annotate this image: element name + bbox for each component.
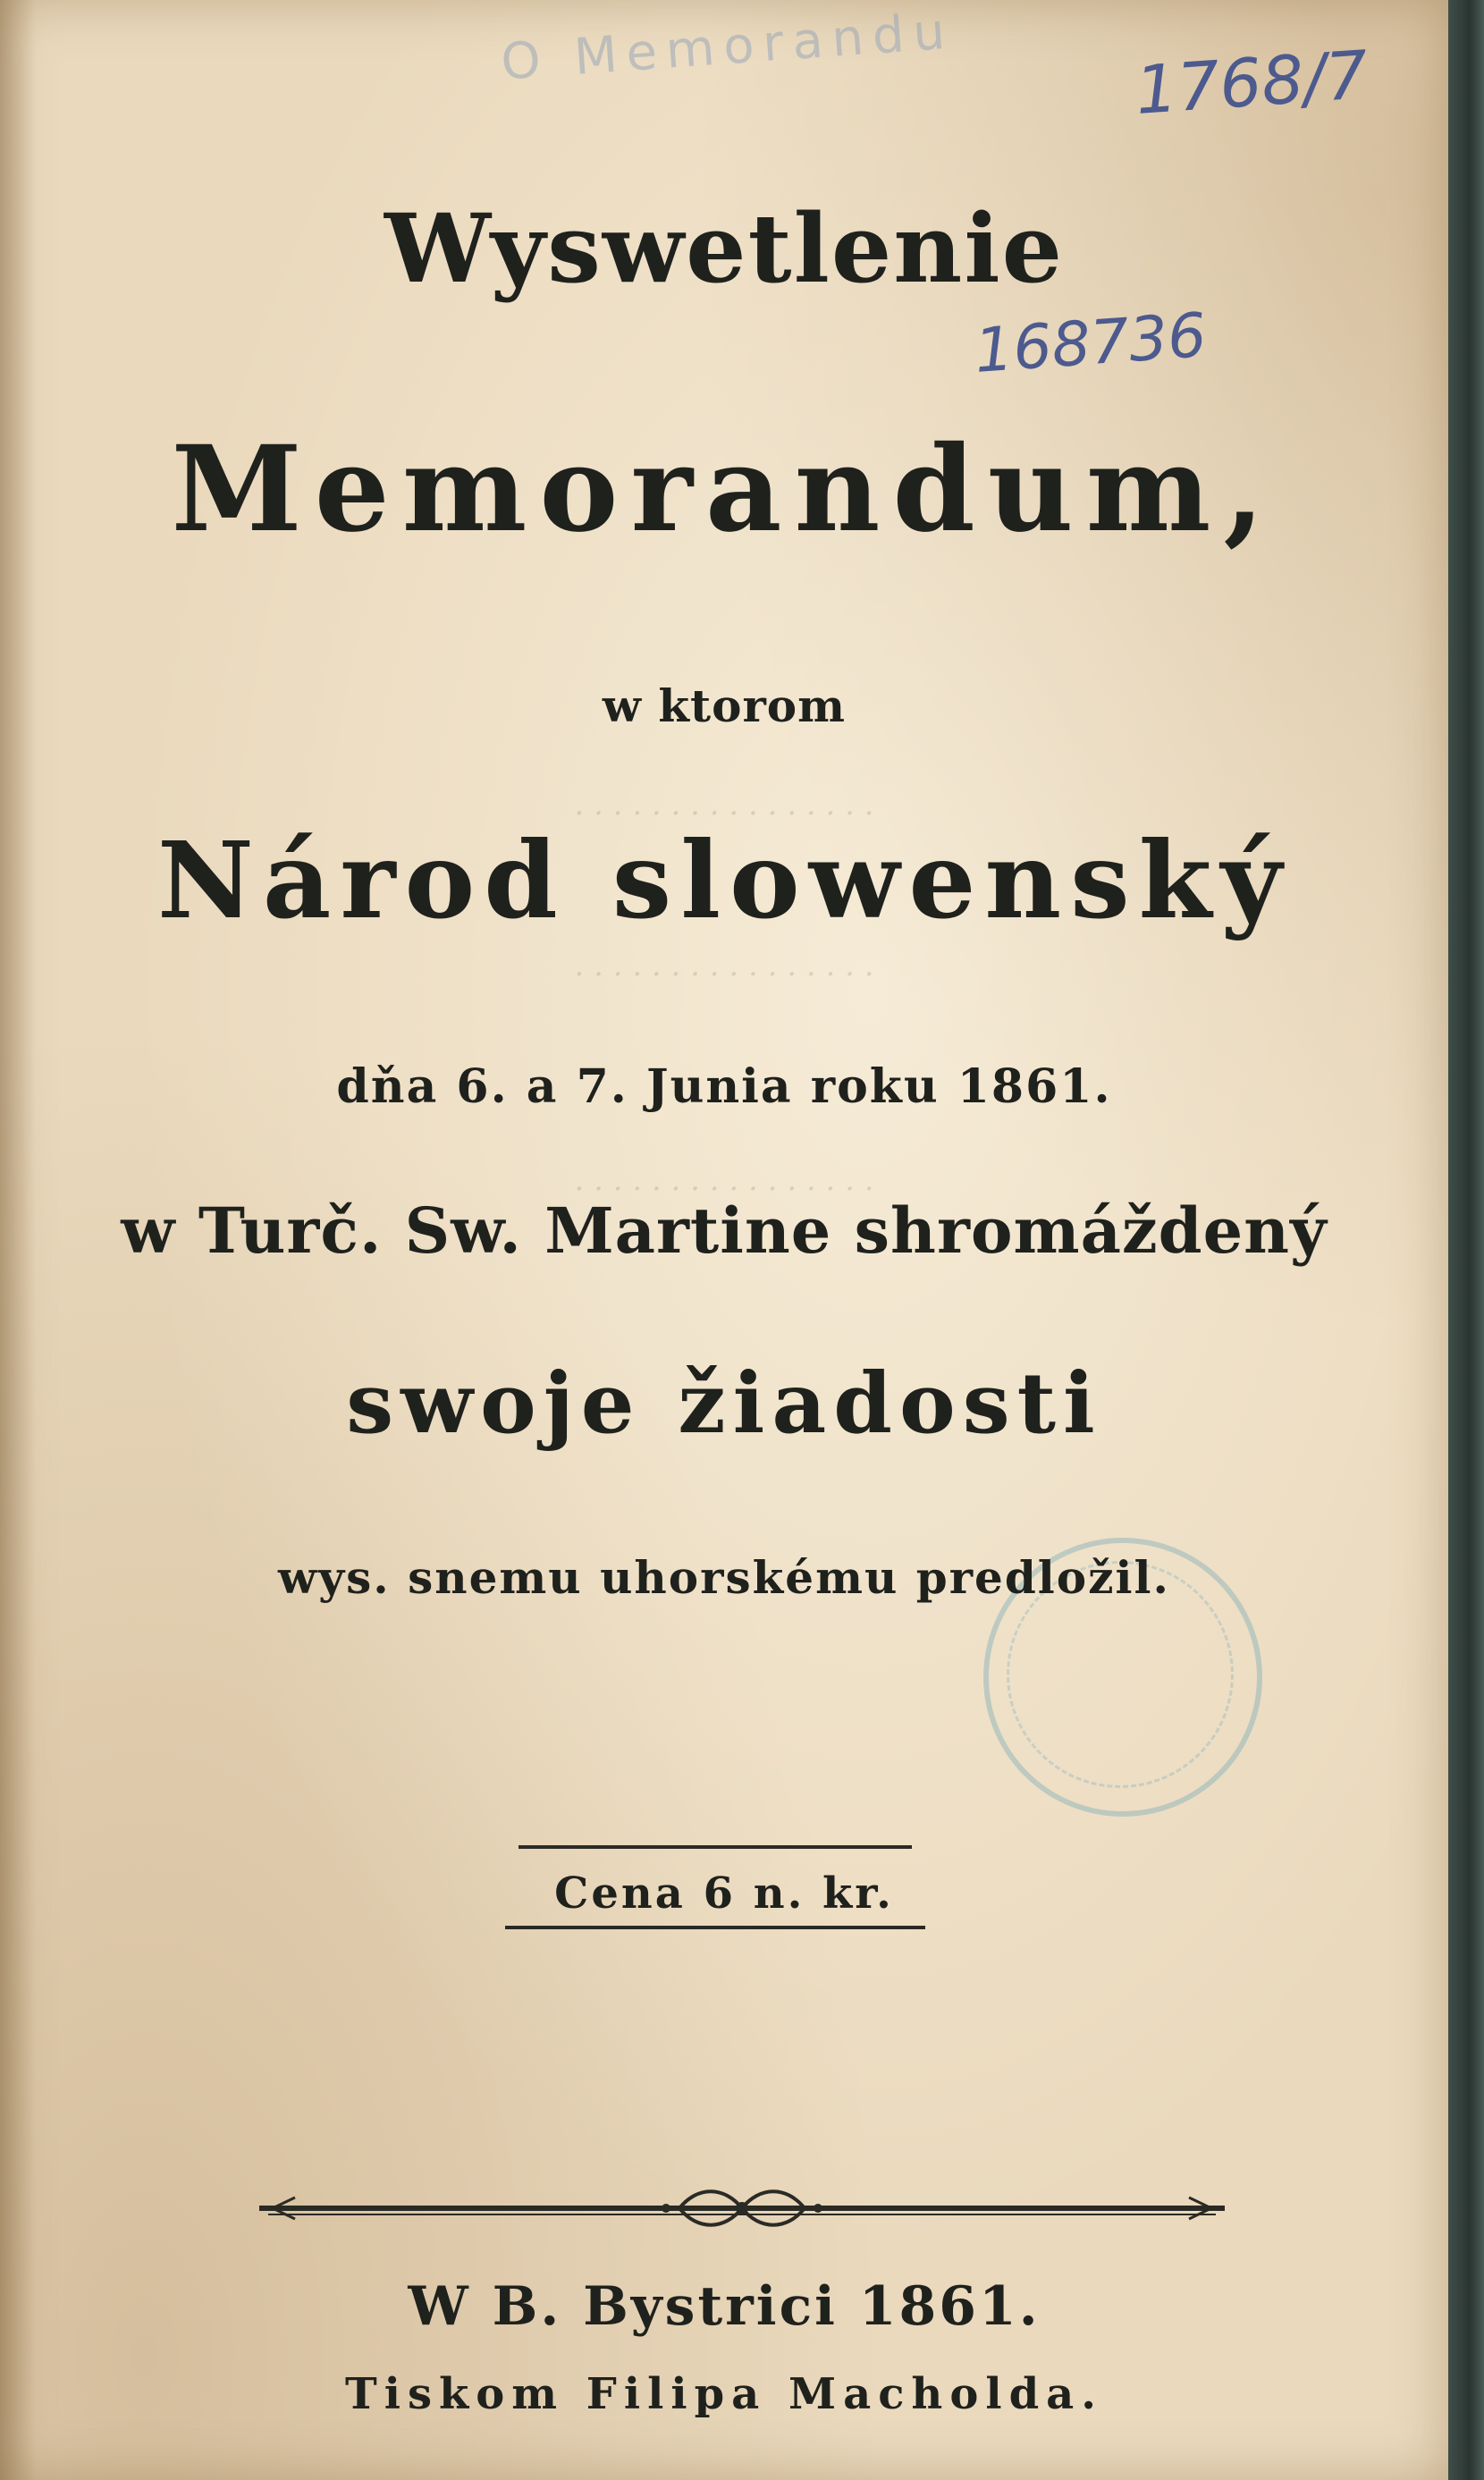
show-through-text: . . . . . . . . . . . . . . . . bbox=[574, 1162, 874, 1198]
title-line-2: Memorandum, bbox=[171, 420, 1277, 559]
ornamental-divider bbox=[259, 2181, 1225, 2235]
faded-handwritten-note: O Memorandu bbox=[499, 2, 956, 92]
title-line-5: dňa 6. a 7. Junia roku 1861. bbox=[336, 1059, 1112, 1114]
price-top-rule bbox=[519, 1842, 912, 1852]
accession-number: 168736 bbox=[972, 300, 1210, 387]
show-through-text: . . . . . . . . . . . . . . . . bbox=[574, 787, 874, 822]
title-line-4: Národ slowenský bbox=[157, 818, 1291, 942]
title-line-6: w Turč. Sw. Martine shromáždený bbox=[121, 1194, 1328, 1268]
show-through-text: . . . . . . . . . . . . . . . . bbox=[574, 948, 874, 983]
imprint-place: W B. Bystrici 1861. bbox=[408, 2275, 1041, 2338]
title-line-8: wys. snemu uhorskému predložil. bbox=[278, 1551, 1170, 1604]
price-bottom-rule bbox=[505, 1922, 925, 1933]
title-line-3: w ktorom bbox=[602, 679, 847, 732]
title-line-7: swoje žiadosti bbox=[346, 1354, 1102, 1453]
price-label: Cena 6 n. kr. bbox=[554, 1868, 894, 1919]
book-edge bbox=[1448, 0, 1484, 2480]
title-line-1: Wyswetlenie bbox=[384, 192, 1065, 304]
imprint-printer: Tiskom Filipa Macholda. bbox=[345, 2369, 1103, 2419]
catalog-number: 1768/7 bbox=[1133, 37, 1371, 130]
